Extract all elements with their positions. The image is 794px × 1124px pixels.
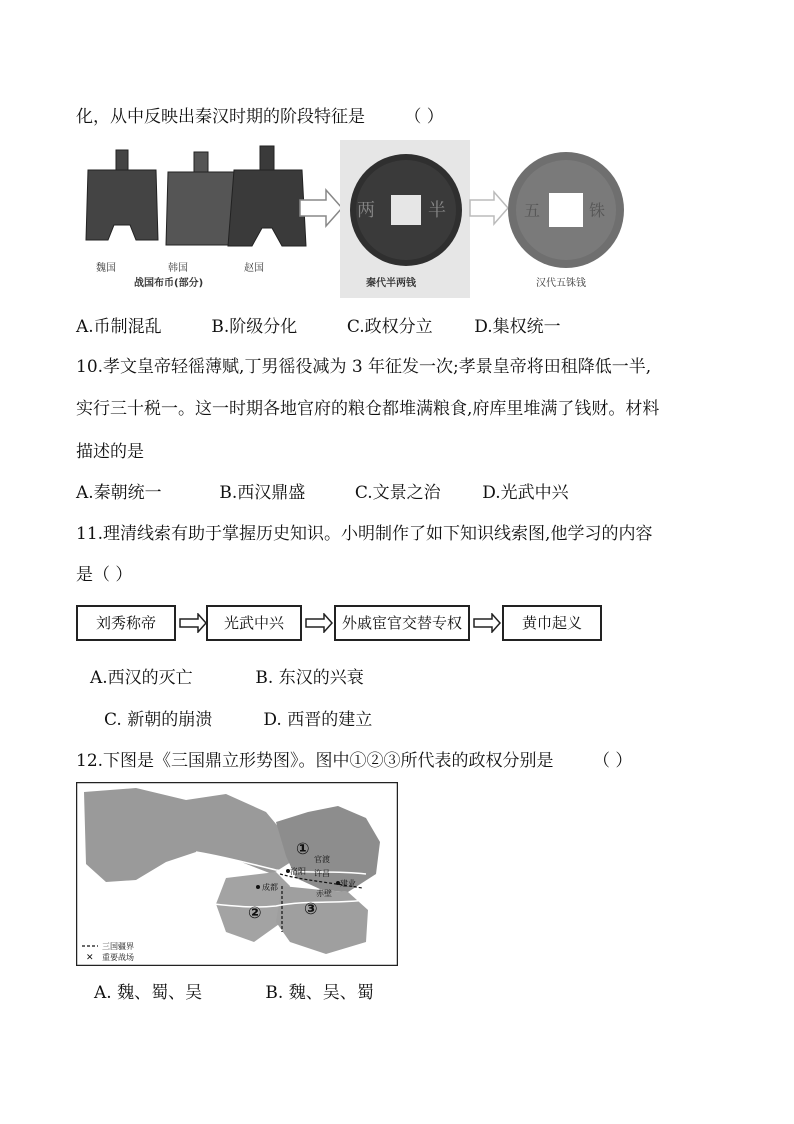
double-arrow-icon <box>178 613 208 633</box>
place-luoyang: 洛阳 <box>290 867 306 876</box>
city-marker <box>286 869 290 873</box>
caption-qin: 秦代半两钱 <box>366 278 416 289</box>
q10-line-2: 实行三十税一。这一时期各地官府的粮仓都堆满粮食,府库里堆满了钱财。材料 <box>76 399 660 419</box>
han-wuzhu-coin <box>508 152 624 268</box>
q10-option-d[interactable]: D.光武中兴 <box>482 483 569 503</box>
place-jianye: 建业 <box>340 879 356 888</box>
q10-line-1: 10.孝文皇帝轻徭薄赋,丁男徭役减为 3 年征发一次;孝景皇帝将田租降低一半, <box>76 357 652 377</box>
han-coin-char-right: 铢 <box>589 201 606 220</box>
qin-coin-char-left: 两 <box>357 200 375 221</box>
q11-option-c[interactable]: C. 新朝的崩溃 <box>104 710 213 730</box>
q10-options <box>76 482 569 504</box>
q11-option-a[interactable]: A.西汉的灭亡 <box>90 668 193 688</box>
caption-han: 汉代五铢钱 <box>536 278 586 289</box>
battle-cross-icon: ✕ <box>86 953 94 963</box>
q11-option-b[interactable]: B. 东汉的兴衰 <box>255 668 364 688</box>
q11-option-d[interactable]: D. 西晋的建立 <box>263 710 373 730</box>
q12-options <box>94 982 374 1004</box>
chain-box-2: 光武中兴 <box>206 605 302 641</box>
chain-box-1: 刘秀称帝 <box>76 605 176 641</box>
q12-option-a[interactable]: A. 魏、蜀、吴 <box>94 983 203 1003</box>
q9-option-c[interactable]: C.政权分立 <box>346 317 433 337</box>
three-kingdoms-map <box>76 782 398 966</box>
place-chibi: 赤壁 <box>316 889 332 898</box>
q9-stem-text: 化，从中反映出秦汉时期的阶段特征是 <box>76 107 365 127</box>
qin-banliang-coin <box>350 154 462 266</box>
legend-border: 三国疆界 <box>102 942 134 951</box>
q10-line-3: 描述的是 <box>76 442 144 462</box>
map-num-2: ② <box>248 903 262 922</box>
map-num-3: ③ <box>304 899 318 918</box>
q11-line-1: 11.理清线索有助于掌握历史知识。小明制作了如下知识线索图,他学习的内容 <box>76 524 653 544</box>
q11-options-row-1 <box>90 667 364 689</box>
qin-coin-char-right: 半 <box>428 200 446 221</box>
q12-stem <box>76 750 632 772</box>
q10-option-a[interactable]: A.秦朝统一 <box>76 483 162 503</box>
label-wei: 魏国 <box>96 263 116 274</box>
place-xuchang: 许昌 <box>314 869 330 878</box>
q12-stem-text: 12.下图是《三国鼎立形势图》。图中①②③所代表的政权分别是 <box>76 751 554 771</box>
caption-warring: 战国布币(部分) <box>134 278 204 289</box>
legend-battle: 重要战场 <box>102 953 134 962</box>
label-han: 韩国 <box>168 263 188 274</box>
city-marker <box>336 881 340 885</box>
q11-options-row-2 <box>104 709 372 731</box>
q9-option-a[interactable]: A.币制混乱 <box>76 317 162 337</box>
q9-coin-figure <box>76 140 636 300</box>
q9-stem <box>76 106 444 128</box>
map-num-1: ① <box>296 839 310 858</box>
q11-line-2: 是（ ） <box>76 565 133 585</box>
q9-option-b[interactable]: B.阶级分化 <box>211 317 298 337</box>
place-guandu: 官渡 <box>314 855 330 864</box>
label-zhao: 赵国 <box>244 263 264 274</box>
q9-answer-paren: （ ） <box>404 107 444 127</box>
q12-answer-paren: （ ） <box>592 751 633 771</box>
q10-option-c[interactable]: C.文景之治 <box>354 483 441 503</box>
chain-box-4: 黄巾起义 <box>502 605 602 641</box>
city-marker <box>256 885 260 889</box>
han-coin-char-left: 五 <box>524 201 541 220</box>
q11-timeline-chain <box>76 605 606 645</box>
double-arrow-icon <box>472 613 502 633</box>
q9-options <box>76 316 561 338</box>
q12-option-b[interactable]: B. 魏、吴、蜀 <box>265 983 374 1003</box>
chain-box-3: 外戚宦官交替专权 <box>334 605 470 641</box>
double-arrow-icon <box>304 613 334 633</box>
q10-option-b[interactable]: B.西汉鼎盛 <box>219 483 306 503</box>
place-chengdu: 成都 <box>262 883 278 892</box>
q9-option-d[interactable]: D.集权统一 <box>474 317 561 337</box>
